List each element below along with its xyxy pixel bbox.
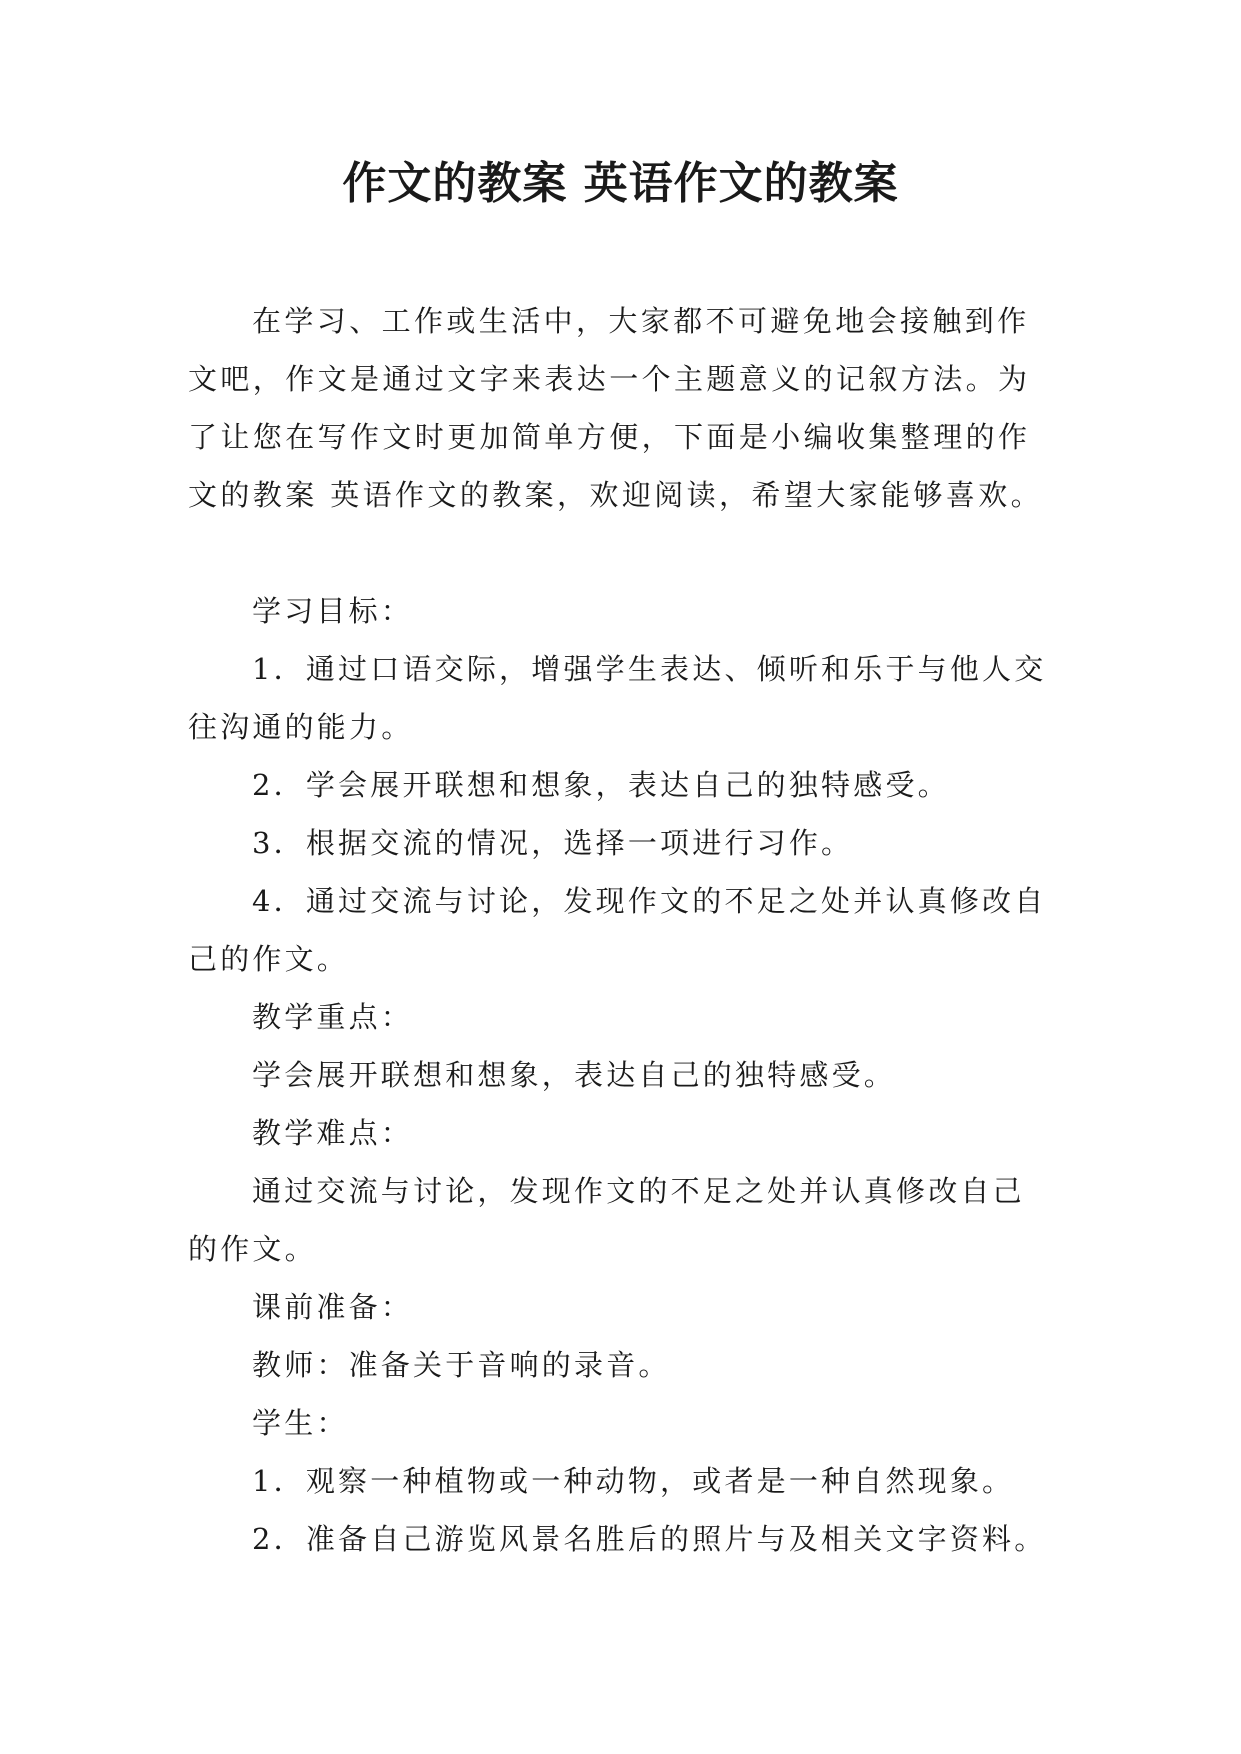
learning-goals-heading: 学习目标： [252, 594, 414, 628]
student-preparation-1: 1．观察一种植物或一种动物，或者是一种自然现象。 [252, 1464, 1015, 1498]
teacher-preparation: 教师：准备关于音响的录音。 [252, 1348, 671, 1382]
document-body [188, 292, 1050, 1568]
learning-goal-3: 3．根据交流的情况，选择一项进行习作。 [252, 826, 854, 860]
learning-goal-2: 2．学会展开联想和想象，表达自己的独特感受。 [252, 768, 950, 802]
student-preparation-heading: 学生： [252, 1406, 349, 1440]
learning-goal-4: 4．通过交流与讨论，发现作文的不足之处并认真修改自己的作文。 [188, 884, 1047, 976]
teaching-focus-text: 学会展开联想和想象，表达自己的独特感受。 [252, 1058, 897, 1092]
teaching-focus-heading: 教学重点： [252, 1000, 414, 1034]
teaching-difficulty-heading: 教学难点： [252, 1116, 414, 1150]
document-title: 作文的教案 英语作文的教案 [342, 158, 899, 209]
student-preparation-2: 2．准备自己游览风景名胜后的照片与及相关文字资料。 [252, 1522, 1047, 1556]
preparation-heading: 课前准备： [252, 1290, 414, 1324]
teaching-difficulty-text: 通过交流与讨论，发现作文的不足之处并认真修改自己的作文。 [188, 1174, 1025, 1266]
paragraph-spacer [188, 524, 1050, 582]
intro-paragraph: 在学习、工作或生活中，大家都不可避免地会接触到作文吧，作文是通过文字来表达一个主题意义的记叙方法。为了让您在写作文时更加简单方便，下面是小编收集整理的作文的教案 英语作文的教案，欢迎阅读，希望大家能够喜欢。 [188, 304, 1044, 512]
learning-goal-1: 1．通过口语交际，增强学生表达、倾听和乐于与他人交往沟通的能力。 [188, 652, 1047, 744]
